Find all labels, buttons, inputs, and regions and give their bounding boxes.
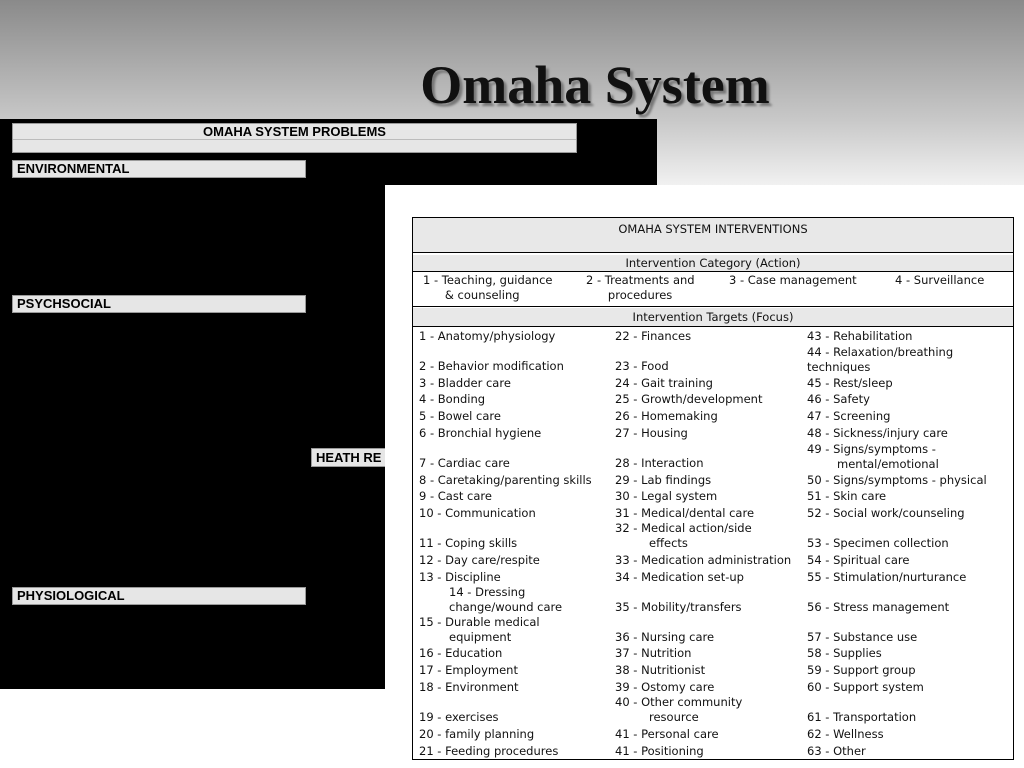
intervention-target: 23 - Food [615, 359, 669, 373]
intervention-target: 2 - Behavior modification [419, 359, 564, 373]
intervention-target: 25 - Growth/development [615, 392, 763, 406]
intervention-target: 47 - Screening [807, 409, 891, 423]
intervention-target: 44 - Relaxation/breathing [807, 345, 954, 359]
intervention-target: resource [649, 710, 699, 724]
problems-header: OMAHA SYSTEM PROBLEMS [203, 124, 386, 139]
intervention-target: 55 - Stimulation/nurturance [807, 570, 967, 584]
table-rule [413, 326, 1013, 327]
intervention-target: 50 - Signs/symptoms - physical [807, 473, 987, 487]
intervention-target: 63 - Other [807, 744, 866, 758]
category-text: 2 - Treatments and procedures [586, 273, 695, 302]
intervention-target: 13 - Discipline [419, 570, 501, 584]
intervention-target: 16 - Education [419, 646, 503, 660]
intervention-target: 28 - Interaction [615, 456, 704, 470]
intervention-target: 24 - Gait training [615, 376, 713, 390]
intervention-target: 4 - Bonding [419, 392, 486, 406]
intervention-target: techniques [807, 360, 871, 374]
category-health-related: HEATH RE [311, 448, 401, 467]
intervention-target: 51 - Skin care [807, 489, 887, 503]
intervention-target: 9 - Cast care [419, 489, 492, 503]
intervention-target: 35 - Mobility/transfers [615, 600, 742, 614]
intervention-target: 46 - Safety [807, 392, 870, 406]
intervention-target: 38 - Nutritionist [615, 663, 706, 677]
category-item [895, 273, 984, 288]
intervention-target: 40 - Other community [615, 695, 743, 709]
intervention-target: 17 - Employment [419, 663, 518, 677]
intervention-target: 41 - Positioning [615, 744, 704, 758]
intervention-target: 57 - Substance use [807, 630, 918, 644]
intervention-target: 61 - Transportation [807, 710, 917, 724]
category-text: 4 - Surveillance [895, 273, 985, 287]
intervention-target: 6 - Bronchial hygiene [419, 426, 542, 440]
intervention-target: 7 - Cardiac care [419, 456, 510, 470]
category-item [586, 273, 695, 303]
problems-header-box [12, 123, 577, 153]
category-physiological: PHYSIOLOGICAL [12, 587, 306, 605]
intervention-target: equipment [449, 630, 512, 644]
intervention-target: 43 - Rehabilitation [807, 329, 913, 343]
intervention-target: 19 - exercises [419, 710, 499, 724]
intervention-target: 10 - Communication [419, 506, 536, 520]
intervention-target: 53 - Specimen collection [807, 536, 949, 550]
intervention-target: 34 - Medication set-up [615, 570, 744, 584]
slide-title: Omaha System [420, 55, 770, 115]
header-divider [13, 139, 576, 140]
interventions-header: OMAHA SYSTEM INTERVENTIONS [413, 218, 1013, 252]
intervention-target: 5 - Bowel care [419, 409, 501, 423]
table-rule [413, 306, 1013, 307]
intervention-target: 37 - Nutrition [615, 646, 692, 660]
intervention-target: 59 - Support group [807, 663, 916, 677]
table-rule [413, 252, 1013, 253]
intervention-target: 52 - Social work/counseling [807, 506, 965, 520]
category-item [423, 273, 553, 303]
intervention-target: 32 - Medical action/side [615, 521, 752, 535]
intervention-target: change/wound care [449, 600, 563, 614]
intervention-target: 20 - family planning [419, 727, 535, 741]
intervention-target: 26 - Homemaking [615, 409, 718, 423]
intervention-target: 58 - Supplies [807, 646, 882, 660]
intervention-target: 22 - Finances [615, 329, 692, 343]
table-rule [413, 271, 1013, 272]
category-item [729, 273, 857, 288]
intervention-target: 3 - Bladder care [419, 376, 511, 390]
intervention-target: 33 - Medication administration [615, 553, 792, 567]
intervention-target: 1 - Anatomy/physiology [419, 329, 556, 343]
category-psychosocial: PSYCHSOCIAL [12, 295, 306, 313]
interventions-table [412, 217, 1014, 760]
interventions-slide [385, 185, 1024, 768]
intervention-target: 29 - Lab findings [615, 473, 712, 487]
category-text: 3 - Case management [729, 273, 857, 287]
category-header: Intervention Category (Action) [413, 255, 1013, 271]
intervention-target: 31 - Medical/dental care [615, 506, 755, 520]
intervention-target: 12 - Day care/respite [419, 553, 540, 567]
intervention-target: 36 - Nursing care [615, 630, 715, 644]
category-text: 1 - Teaching, guidance & counseling [423, 273, 553, 302]
intervention-target: effects [649, 536, 688, 550]
intervention-target: 30 - Legal system [615, 489, 718, 503]
intervention-target: 18 - Environment [419, 680, 519, 694]
intervention-target: mental/emotional [837, 457, 939, 471]
intervention-target: 15 - Durable medical [419, 615, 540, 629]
intervention-target: 60 - Support system [807, 680, 924, 694]
intervention-target: 41 - Personal care [615, 727, 719, 741]
intervention-target: 54 - Spiritual care [807, 553, 910, 567]
intervention-target: 11 - Coping skills [419, 536, 518, 550]
intervention-target: 49 - Signs/symptoms - [807, 442, 936, 456]
intervention-target: 27 - Housing [615, 426, 688, 440]
intervention-target: 21 - Feeding procedures [419, 744, 559, 758]
targets-header: Intervention Targets (Focus) [413, 308, 1013, 326]
intervention-target: 14 - Dressing [449, 585, 526, 599]
intervention-target: 56 - Stress management [807, 600, 950, 614]
intervention-target: 45 - Rest/sleep [807, 376, 893, 390]
intervention-target: 62 - Wellness [807, 727, 884, 741]
intervention-target: 48 - Sickness/injury care [807, 426, 948, 440]
intervention-target: 8 - Caretaking/parenting skills [419, 473, 592, 487]
intervention-target: 39 - Ostomy care [615, 680, 715, 694]
category-environmental: ENVIRONMENTAL [12, 160, 306, 178]
